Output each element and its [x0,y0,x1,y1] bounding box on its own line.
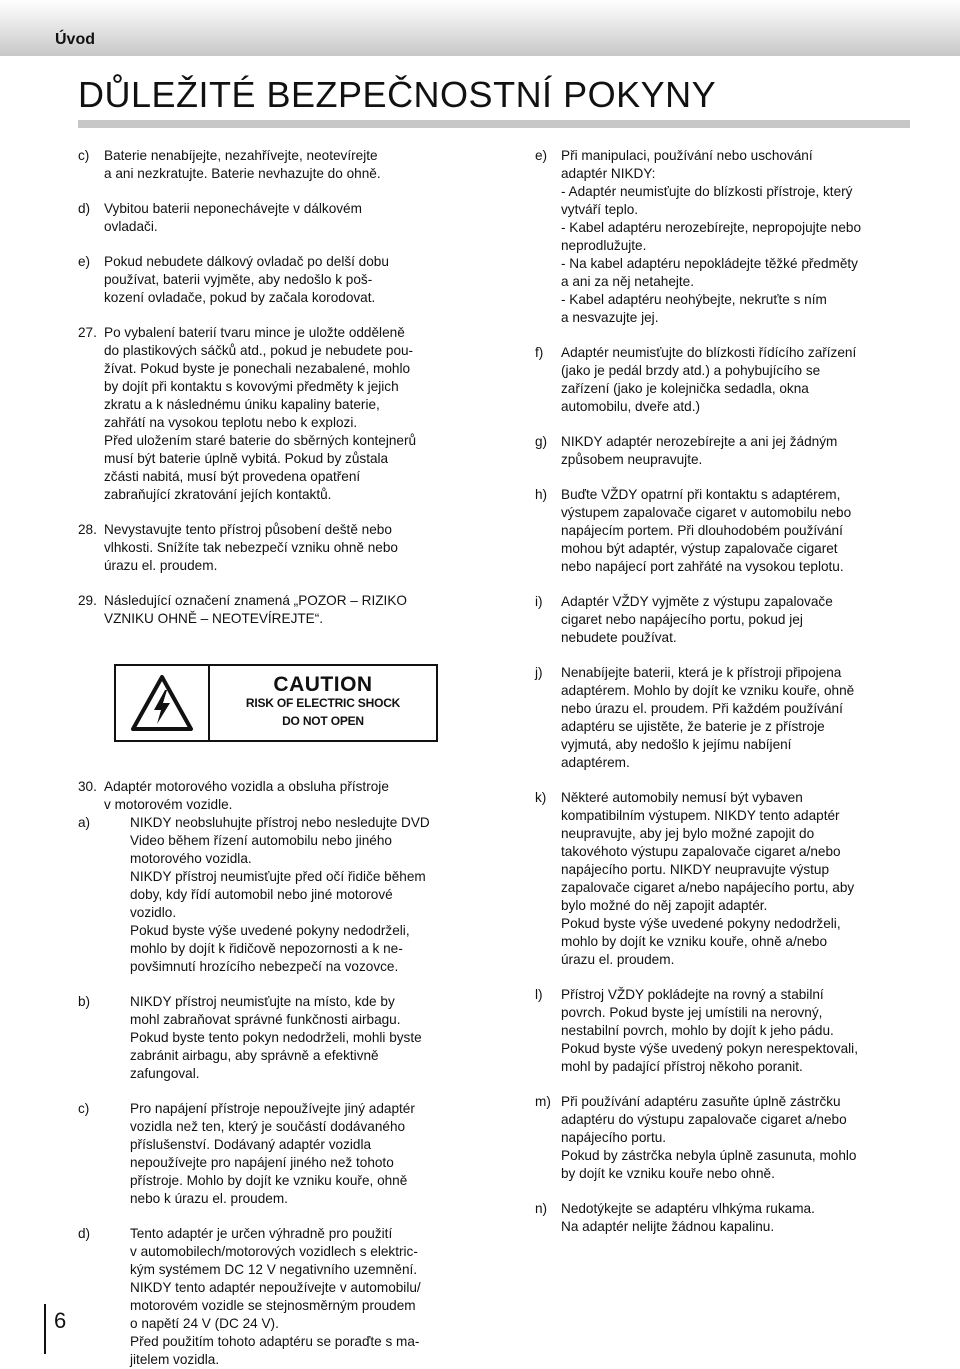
header-bar [0,0,960,56]
page-number-bar [44,1304,46,1354]
list-item [78,324,478,504]
list-item [535,1093,915,1183]
item-text: NIKDY neobsluhujte přístroj nebo nesledujte DVD Video během řízení automobilu nebo jiného motorového vozidla. NIKDY přístroj neumisťujte před očí řidiče během doby, kdy řídí automobil nebo jiné motorové vozidlo. Pokud byste výše uvedené pokyny nedodrželi, mohlo by dojít k řidičově nepozornosti a k ne- povšimnutí hrozícího nebezpečí na vozovce. [130,815,430,974]
item-marker: n) [535,1201,548,1216]
item-marker: e) [78,254,91,269]
item-marker: c) [78,1101,90,1116]
item-text: NIKDY adaptér nerozebírejte a ani jej žádným způsobem neupravujte. [561,434,838,467]
list-item [78,147,478,183]
page-title: DŮLEŽITÉ BEZPEČNOSTNÍ POKYNY [78,74,717,115]
item-text: Pokud nebudete dálkový ovladač po delší dobu používat, baterii vyjměte, aby nedošlo k poš- kození ovladače, pokud by začala korodovat. [104,254,389,305]
item-text: Po vybalení baterií tvaru mince je uložte odděleně do plastikových sáčků atd., pokud je nebudete pou- žívat. Pokud byste je ponechali nezabalené, mohlo by dojít při kontaktu s kovovými předměty k jejich zkratu a k následnému úniku kapaliny baterie, zahřátí na vysokou teplotu nebo k explozi. Před uložením staré baterie do sběrných kontejnerů musí být baterie úplně vybitá. Pokud by zůstala zčásti nabitá, musí být provedena opatření zabraňující zkratování jejích kontaktů. [104,325,417,502]
list-item [78,592,478,628]
list-item [535,664,915,772]
list-item [78,521,478,575]
sub-item [78,814,478,976]
page-number: 6 [54,1308,67,1333]
list-item [535,789,915,969]
item-number: 28. [78,522,97,537]
list-item [78,253,478,307]
item-number: 27. [78,325,97,340]
sub-item [78,1100,478,1208]
item-number: 29. [78,593,97,608]
item-marker: g) [535,434,548,449]
sub-item [78,1225,478,1369]
item-text: Při manipulaci, používání nebo uschování adaptér NIKDY: - Adaptér neumisťujte do blízkosti přístroje, který vytváří teplo. - Kabel adaptéru nerozebírejte, nepropojujte nebo neprodlužujte. - Na kabel adaptéru nepokládejte těžké předměty a ani za něj netahejte. - Kabel adaptéru neohýbejte, nekruťte s ním a nesvazujte jej. [561,148,862,325]
item-marker: j) [535,665,543,680]
list-item [535,344,915,416]
item-marker: d) [78,1226,91,1241]
item-text: Baterie nenabíjejte, nezahřívejte, neotevírejte a ani nezkratujte. Baterie nevhazujte do ohně. [104,148,381,181]
list-item [78,200,478,236]
left-column [78,147,478,1369]
right-column [535,147,915,1236]
item-text: Nedotýkejte se adaptéru vlhkýma rukama. Na adaptér nelijte žádnou kapalinu. [561,1201,815,1234]
item-marker: c) [78,148,90,163]
caution-label [114,664,438,742]
item-marker: k) [535,790,547,805]
item-text: Nenabíjejte baterii, která je k přístroji připojena adaptérem. Mohlo by dojít ke vzniku kouře, ohně nebo úrazu el. proudem. Při každém používání adaptéru se ujistěte, že baterie je z přístroje vyjmutá, aby nedošlo k jejímu nabíjení adaptérem. [561,665,855,770]
list-item [535,433,915,469]
item-text: Nevystavujte tento přístroj působení deště nebo vlhkosti. Snížíte tak nebezpečí vzniku ohně nebo úrazu el. proudem. [104,522,398,573]
list-item [535,486,915,576]
item-text: Adaptér neumisťujte do blízkosti řídícího zařízení (jako je pedál brzdy atd.) a pohybujícího se zařízení (jako je kolejnička sedadla, okna automobilu, dveře atd.) [561,345,857,414]
list-item [535,1200,915,1236]
item-marker: m) [535,1094,551,1109]
caution-open-line: DO NOT OPEN [282,714,364,728]
item-text: Při používání adaptéru zasuňte úplně zástrčku adaptéru do výstupu zapalovače cigaret a/nebo napájecího portu. Pokud by zástrčka nebyla úplně zasunuta, mohlo by dojít ke vzniku kouře nebo ohně. [561,1094,857,1181]
lightning-warning-icon [116,666,210,740]
item-text: Adaptér motorového vozidla a obsluha přístroje v motorovém vozidle. [104,779,389,812]
item-number: 30. [78,779,97,794]
item-marker: a) [78,815,91,830]
caution-risk-line: RISK OF ELECTRIC SHOCK [245,696,401,710]
item-text: Pro napájení přístroje nepoužívejte jiný adaptér vozidla než ten, který je součástí dodávaného příslušenství. Dodávaný adaptér vozidla nepoužívejte pro napájení jiného než tohoto přístroje. Mohlo by dojít ke vzniku kouře, ohně nebo k úrazu el. proudem. [130,1101,415,1206]
item-text: Vybitou baterii neponechávejte v dálkovém ovladači. [104,201,362,234]
item-marker: f) [535,345,544,360]
item-marker: h) [535,487,548,502]
list-item [78,778,478,814]
item-marker: l) [535,987,543,1002]
item-text: Následující označení znamená „POZOR – RIZIKO VZNIKU OHNĚ – NEOTEVÍREJTE“. [104,593,407,626]
item-text: Tento adaptér je určen výhradně pro použití v automobilech/motorových vozidlech s elektric- kým systémem DC 12 V negativního uzemnění. NIKDY tento adaptér nepoužívejte v automobilu/ motorovém vozidle se stejnosměrným proudem o napětí 24 V (DC 24 V). Před použitím tohoto adaptéru se poraďte s ma- jitelem vozidla. [130,1226,421,1367]
item-text: NIKDY přístroj neumisťujte na místo, kde by mohl zabraňovat správné funkčnosti airbagu. Pokud byste tento pokyn nedodrželi, mohli byste zabránit airbagu, aby správně a efektivně zafungoval. [130,994,422,1081]
section-label: Úvod [55,31,95,48]
item-marker: e) [535,148,548,163]
item-marker: i) [535,594,543,609]
title-rule [78,120,910,128]
caution-text [210,666,436,740]
item-text: Adaptér VŽDY vyjměte z výstupu zapalovače cigaret nebo napájecího portu, pokud jej nebudete používat. [561,594,833,645]
list-item [535,147,915,327]
item-text: Některé automobily nemusí být vybaven kompatibilním výstupem. NIKDY tento adaptér neupravujte, aby jej bylo možné zapojit do takovéhoto výstupu zapalovače cigaret a/nebo napájecího portu. NIKDY neupravujte výstup zapalovače cigaret a/nebo napájecího portu, aby bylo možné do něj zapojit adaptér. Pokud byste výše uvedené pokyny nedodrželi, mohlo by dojít ke vzniku kouře, ohně a/nebo úrazu el. proudem. [561,790,855,967]
item-text: Buďte VŽDY opatrní při kontaktu s adaptérem, výstupem zapalovače cigaret v automobilu nebo napájecím portem. Při dlouhodobém používání mohou být adaptér, výstup zapalovače cigaret nebo napájecí port zahřáté na vysokou teplotu. [561,487,852,574]
item-marker: d) [78,201,91,216]
item-marker: b) [78,994,91,1009]
sub-item [78,993,478,1083]
sublist [78,814,478,1369]
caution-heading: CAUTION [273,673,373,696]
list-item [535,986,915,1076]
item-text: Přístroj VŽDY pokládejte na rovný a stabilní povrch. Pokud byste jej umístili na nerovný, nestabilní povrch, mohlo by dojít k jeho pádu. Pokud byste výše uvedený pokyn nerespektovali, mohl by padající přístroj někoho poranit. [561,987,858,1074]
list-item [535,593,915,647]
